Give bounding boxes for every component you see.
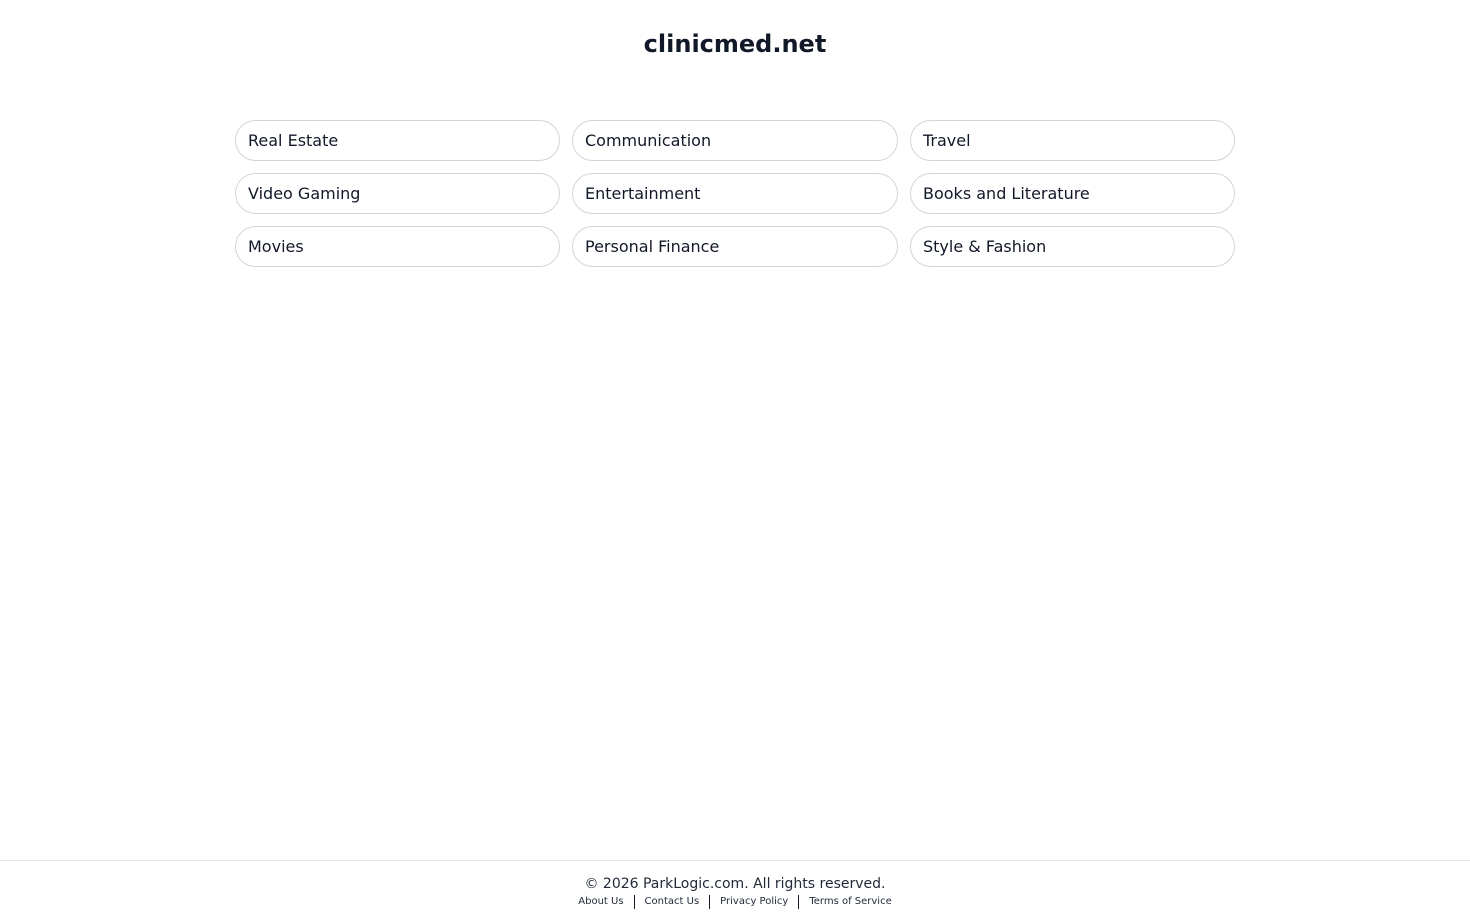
copyright-text: © 2026 ParkLogic.com. All rights reserved. <box>584 876 886 892</box>
category-entertainment[interactable]: Entertainment <box>572 173 898 214</box>
category-style-fashion[interactable]: Style & Fashion <box>910 226 1235 267</box>
contact-us-link[interactable]: Contact Us <box>644 896 700 907</box>
privacy-policy-link[interactable]: Privacy Policy <box>720 896 789 907</box>
category-video-gaming[interactable]: Video Gaming <box>235 173 560 214</box>
category-communication[interactable]: Communication <box>572 120 898 161</box>
footer-links <box>0 895 1470 909</box>
about-us-link[interactable]: About Us <box>578 896 624 907</box>
category-personal-finance[interactable]: Personal Finance <box>572 226 898 267</box>
category-grid <box>235 120 1235 267</box>
category-real-estate[interactable]: Real Estate <box>235 120 560 161</box>
category-travel[interactable]: Travel <box>910 120 1235 161</box>
footer <box>0 860 1470 923</box>
category-movies[interactable]: Movies <box>235 226 560 267</box>
category-books-and-literature[interactable]: Books and Literature <box>910 173 1235 214</box>
site-title: clinicmed.net <box>643 30 827 58</box>
terms-of-service-link[interactable]: Terms of Service <box>809 896 892 907</box>
